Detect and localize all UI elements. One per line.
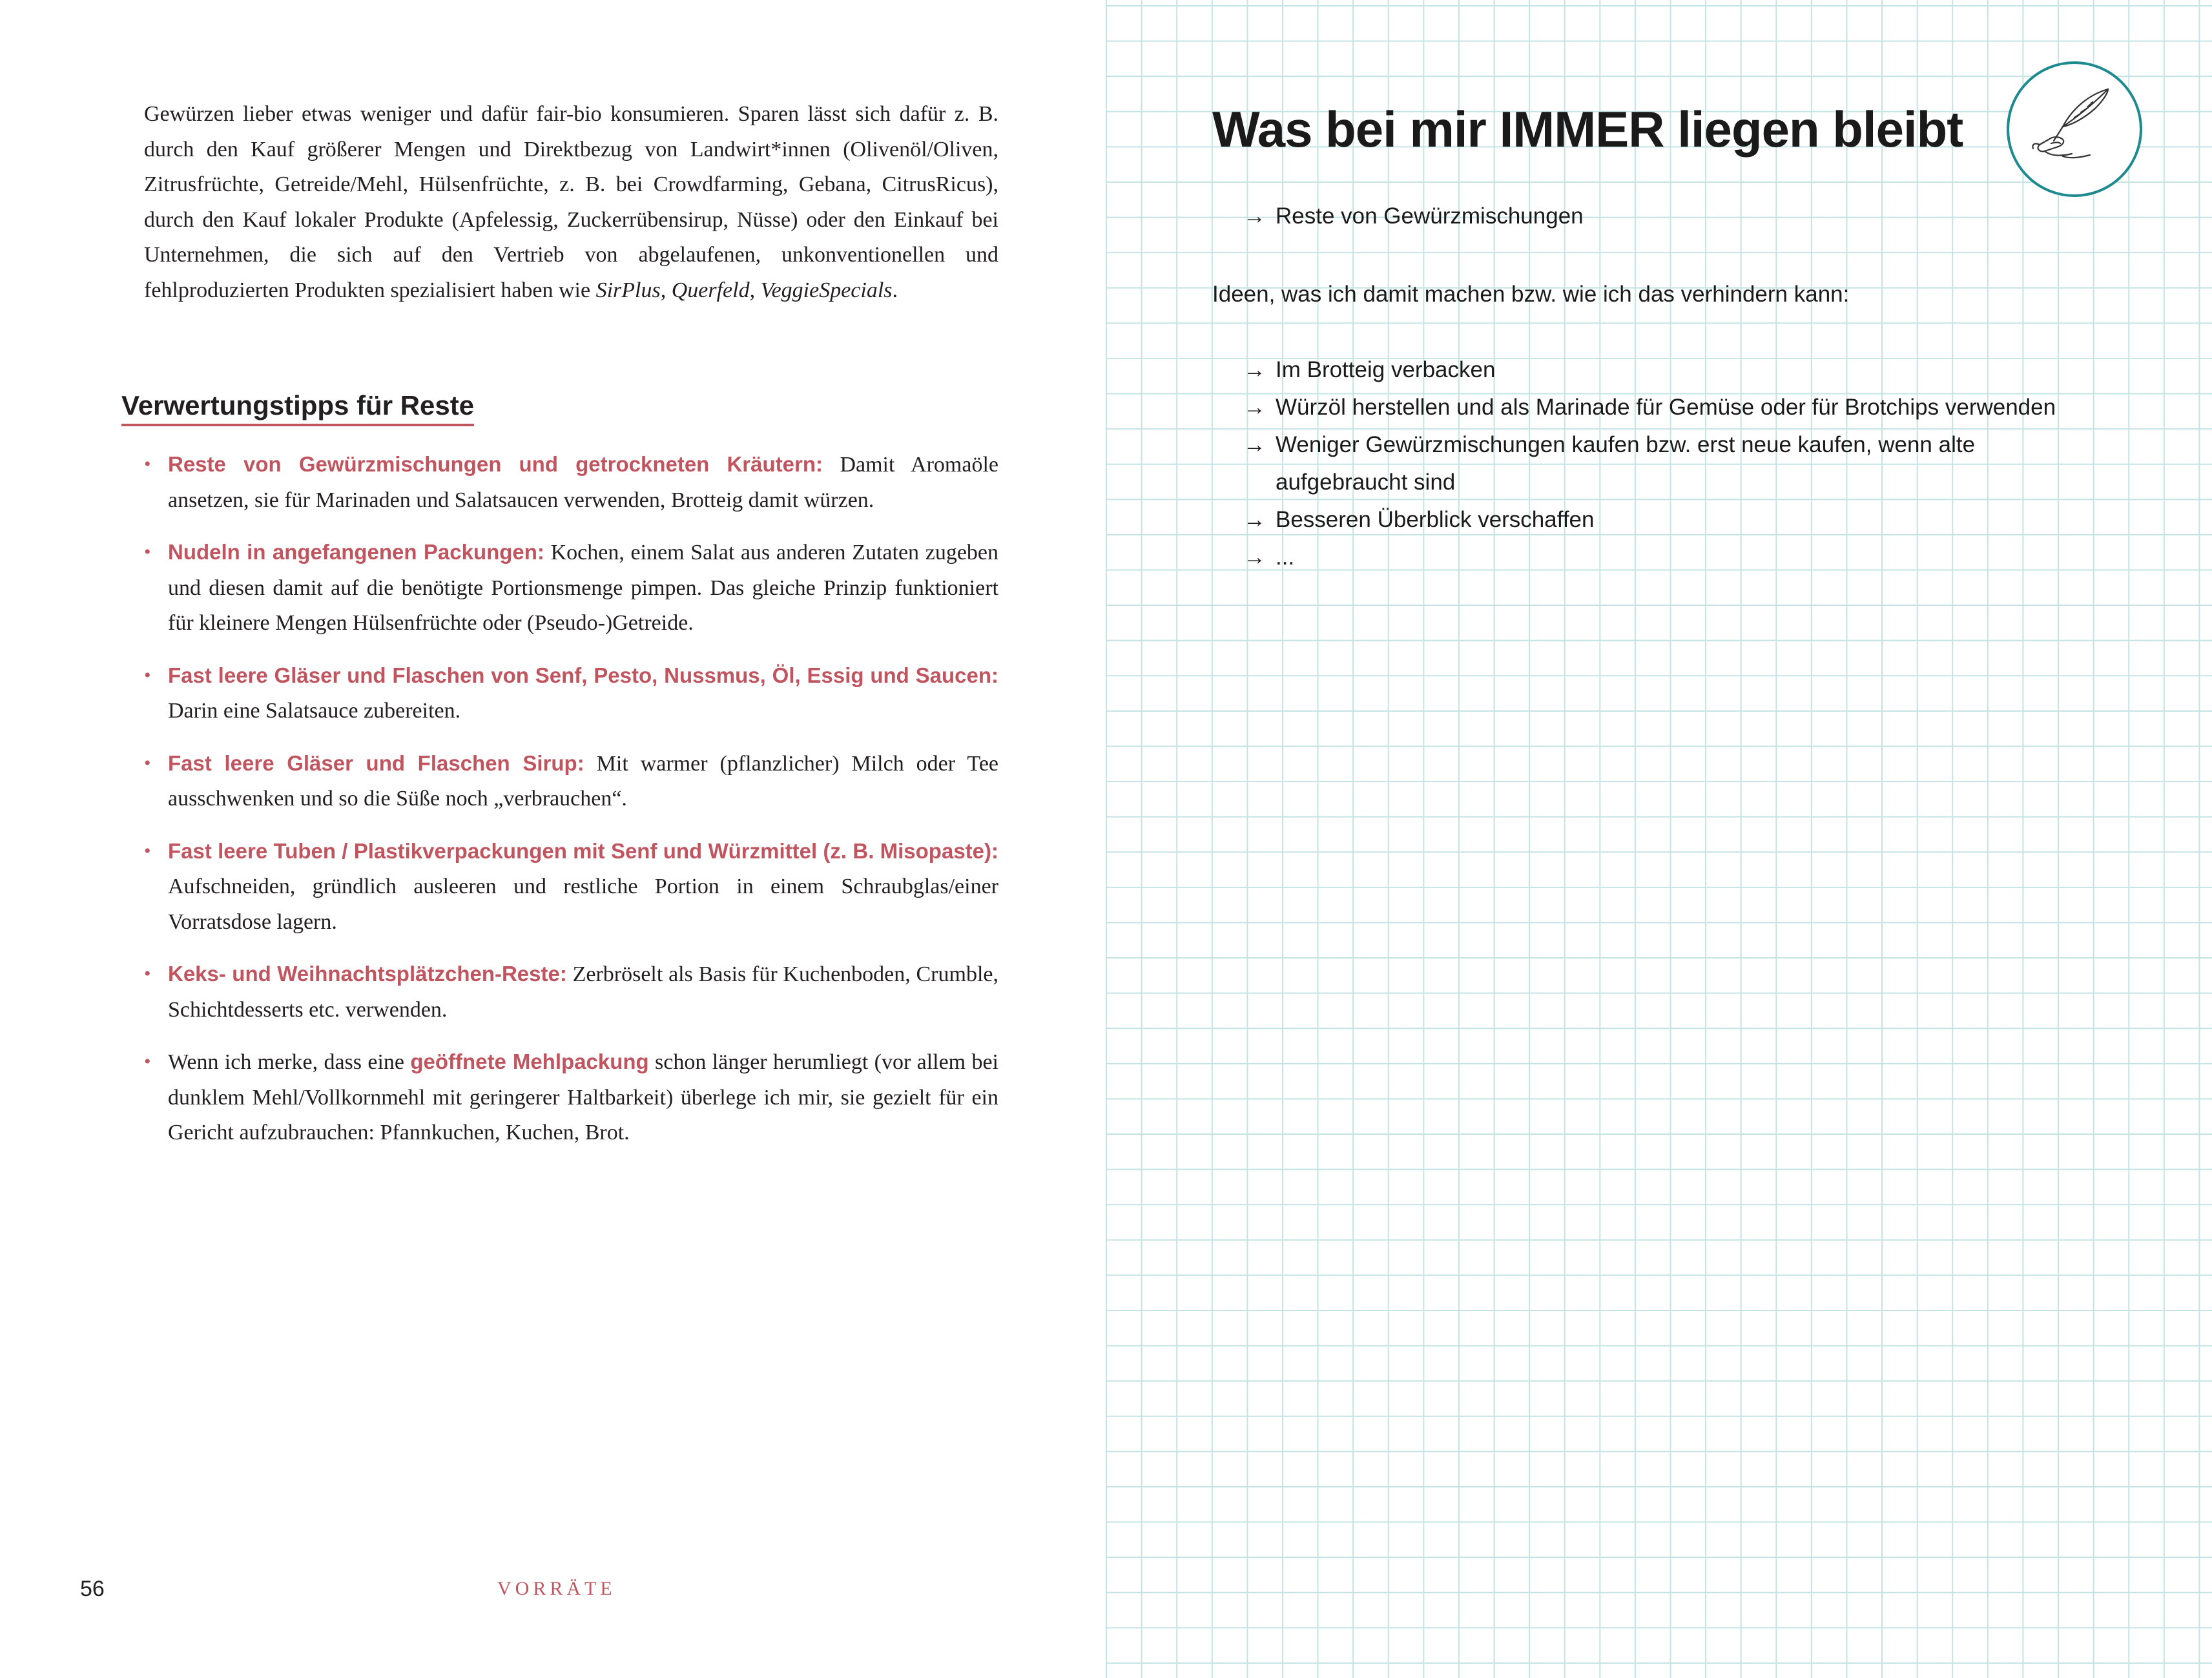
section-heading: Verwertungstipps für Reste <box>121 390 474 426</box>
arrow-right-icon: → <box>1243 395 1266 420</box>
leftover-item <box>1243 197 1584 235</box>
tip-highlight: Keks- und Weihnachtsplätzchen-Reste: <box>168 962 567 986</box>
idea-item <box>1243 389 2083 426</box>
bullet-icon: • <box>144 1051 151 1072</box>
idea-text: Im Brotteig verbacken <box>1276 357 1496 382</box>
idea-item <box>1243 426 2083 501</box>
tip-text: Kochen, einem Salat aus anderen Zutaten zugeben und diesen damit auf die benötigte Portionsmenge pimpen. Das gleiche Prinzip funktioniert für kleinere Mengen Hülsenfrüchte oder (Pseudo-)Getreide. <box>168 541 998 635</box>
idea-item <box>1243 351 2083 389</box>
bullet-icon: • <box>144 963 151 984</box>
arrow-right-icon: → <box>1243 357 1266 382</box>
bullet-icon: • <box>144 664 151 686</box>
ideas-list <box>1243 351 2083 576</box>
tip-text: Mit warmer (pflanzlicher) Milch oder Tee ausschwenken und so die Süße noch „verbrauchen“. <box>168 751 999 811</box>
running-footer-section: VORRÄTE <box>497 1578 616 1599</box>
tip-highlight: Reste von Gewürzmischungen und getrockneten Kräutern: <box>168 452 823 476</box>
tip-text: Aufschneiden, gründlich ausleeren und restliche Portion in einem Schraubglas/einer Vorratsdose lagern. <box>168 875 998 934</box>
tip-highlight: Fast leere Gläser und Flaschen Sirup: <box>168 751 584 775</box>
tip-item <box>144 1044 998 1151</box>
right-page <box>1106 0 2212 1678</box>
idea-text: Weniger Gewürzmischungen kaufen bzw. erst neue kaufen, wenn alte aufgebraucht sind <box>1276 432 1976 495</box>
bullet-icon: • <box>144 541 151 563</box>
idea-item <box>1243 539 2083 576</box>
tip-item <box>144 535 998 641</box>
tip-highlight: Nudeln in angefangenen Packungen: <box>168 540 544 564</box>
bullet-icon: • <box>144 840 151 862</box>
tip-text: Damit Aromaöle ansetzen, sie für Marinaden und Salatsaucen verwenden, Brotteig damit würzen. <box>168 453 998 512</box>
idea-item <box>1243 501 2083 539</box>
intro-end: . <box>892 278 898 302</box>
idea-text: Würzöl herstellen und als Marinade für Gemüse oder für Brotchips verwenden <box>1276 395 2056 420</box>
intro-paragraph <box>144 97 998 308</box>
tip-highlight: geöffnete Mehlpackung <box>410 1050 649 1073</box>
tip-text: Darin eine Salatsauce zubereiten. <box>168 699 461 723</box>
idea-text: ... <box>1276 544 1295 570</box>
page-number: 56 <box>80 1577 105 1601</box>
tip-highlight: Fast leere Tuben / Plastikverpackungen mit Senf und Würzmittel (z. B. Misopaste): <box>168 838 998 863</box>
arrow-right-icon: → <box>1243 507 1266 532</box>
ideas-label: Ideen, was ich damit machen bzw. wie ich das verhindern kann: <box>1212 282 1850 307</box>
tip-item <box>144 658 998 729</box>
tip-text: Zerbröselt als Basis für Kuchenboden, Crumble, Schichtdesserts etc. verwenden. <box>168 962 998 1022</box>
page-title: Was bei mir IMMER liegen bleibt <box>1212 101 1963 158</box>
arrow-right-icon: → <box>1243 544 1266 570</box>
idea-text: Besseren Überblick verschaffen <box>1276 507 1595 532</box>
arrow-right-icon: → <box>1243 203 1266 229</box>
tips-list <box>144 447 998 1168</box>
tip-item <box>144 834 998 940</box>
tip-highlight: Fast leere Gläser und Flaschen von Senf, Pesto, Nussmus, Öl, Essig und Saucen: <box>168 663 998 687</box>
quill-pen-icon <box>2007 61 2142 197</box>
arrow-right-icon: → <box>1243 432 1266 457</box>
leftover-item-text: Reste von Gewürzmischungen <box>1276 203 1584 229</box>
bullet-icon: • <box>144 453 151 475</box>
intro-text: Gewürzen lieber etwas weniger und dafür fair-bio konsumieren. Sparen lässt sich dafür z. B. durch den Kauf größerer Mengen und Direktbezug von Landwirt*innen (Olivenöl/Oliven, Zitrusfrüchte, Getreide/Mehl, Hülsenfrüchte, z. B. bei Crowdfarming, Gebana, CitrusRicus), durch den Kauf lokaler Produkte (Apfelessig, Zuckerrübensirup, Nüsse) oder den Einkauf bei Unternehmen, die sich auf den Vertrieb von abgelaufenen, unkonventionellen und fehlproduzierten Produkten spezialisiert haben wie <box>144 102 998 302</box>
intro-companies: SirPlus, Querfeld, VeggieSpecials <box>595 278 893 302</box>
tip-item <box>144 746 998 817</box>
tip-text: schon länger herumliegt (vor allem bei dunklem Mehl/Vollkornmehl mit geringerer Haltbarkeit) überlege ich mir, sie gezielt für ein Gericht aufzubrauchen: Pfannkuchen, Kuchen, Brot. <box>168 1050 998 1145</box>
tip-item <box>144 957 998 1028</box>
tip-item <box>144 447 998 518</box>
tip-text: Wenn ich merke, dass eine <box>168 1050 411 1074</box>
bullet-icon: • <box>144 752 151 774</box>
quill-pen-icon-graphic <box>2025 80 2124 178</box>
